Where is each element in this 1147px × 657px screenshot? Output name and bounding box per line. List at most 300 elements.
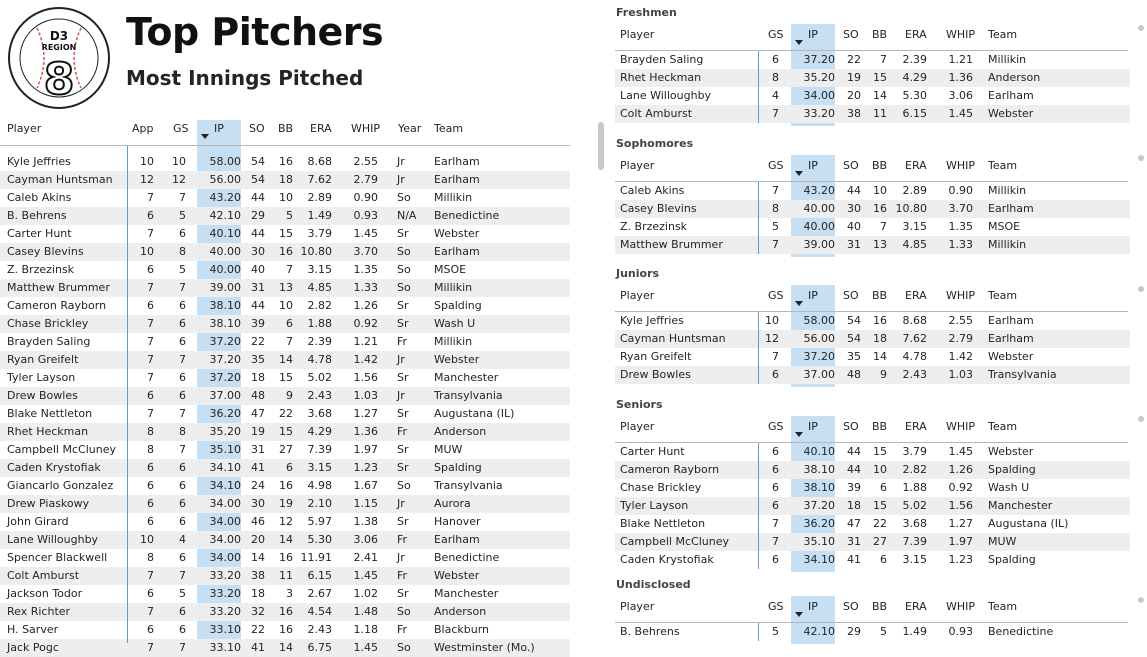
cell-year: Jr [397, 353, 405, 366]
cell-bb: 10 [873, 184, 887, 197]
section-title: Undisclosed [616, 578, 691, 591]
cell-team: Earlham [988, 202, 1034, 215]
column-header-era[interactable]: ERA [905, 600, 927, 613]
cell-whip: 1.67 [353, 479, 378, 492]
cell-player: Casey Blevins [7, 245, 84, 258]
cell-app: 6 [147, 209, 154, 222]
column-header-era[interactable]: ERA [905, 420, 927, 433]
cell-era: 2.82 [307, 299, 332, 312]
column-header-bb[interactable]: BB [872, 600, 888, 613]
cell-era: 1.49 [307, 209, 332, 222]
cell-so: 24 [251, 479, 265, 492]
cell-team: MSOE [434, 263, 467, 276]
cell-bb: 15 [279, 425, 293, 438]
cell-player: Colt Amburst [620, 107, 693, 120]
table-row[interactable] [0, 441, 570, 459]
cell-era: 3.15 [902, 220, 927, 233]
cell-player: Cayman Huntsman [620, 332, 726, 345]
cell-bb: 27 [873, 535, 887, 548]
table-row[interactable] [615, 87, 1130, 105]
cell-whip: 1.97 [353, 443, 378, 456]
cell-so: 48 [847, 368, 861, 381]
column-header-ip[interactable]: IP [214, 122, 224, 135]
cell-gs: 6 [179, 227, 186, 240]
cell-so: 48 [251, 389, 265, 402]
sort-descending-icon[interactable] [795, 432, 803, 437]
cell-ip: 35.10 [209, 443, 241, 456]
cell-gs: 6 [179, 623, 186, 636]
cell-team: Blackburn [434, 623, 490, 636]
cell-team: Spalding [434, 299, 482, 312]
column-header-team[interactable]: Team [988, 289, 1018, 302]
cell-team: Webster [434, 569, 480, 582]
cell-whip: 2.41 [353, 551, 378, 564]
cell-app: 6 [147, 497, 154, 510]
cell-ip: 42.10 [209, 209, 241, 222]
cell-gs: 7 [179, 407, 186, 420]
section-title: Freshmen [616, 6, 677, 19]
cell-whip: 1.48 [353, 605, 378, 618]
cell-whip: 1.02 [353, 587, 378, 600]
table-row[interactable] [0, 297, 570, 315]
visual-menu-dot-4[interactable] [1138, 416, 1144, 422]
player-column-separator [127, 146, 128, 643]
cell-year: Jr [397, 155, 405, 168]
cell-bb: 9 [880, 368, 887, 381]
cell-year: Sr [397, 371, 409, 384]
cell-gs: 7 [772, 184, 779, 197]
cell-era: 7.39 [307, 443, 332, 456]
cell-bb: 27 [279, 443, 293, 456]
cell-gs: 7 [179, 569, 186, 582]
cell-era: 2.43 [902, 368, 927, 381]
table-row[interactable] [0, 225, 570, 243]
column-header-whip[interactable]: WHIP [351, 122, 381, 135]
table-row[interactable] [615, 218, 1130, 236]
cell-gs: 8 [179, 425, 186, 438]
table-row[interactable] [0, 477, 570, 495]
cell-team: MUW [434, 443, 463, 456]
cell-app: 6 [147, 479, 154, 492]
table-row[interactable] [615, 515, 1130, 533]
table-row[interactable] [0, 549, 570, 567]
cell-player: Jack Pogc [7, 641, 59, 654]
cell-era: 7.39 [902, 535, 927, 548]
cell-so: 47 [251, 407, 265, 420]
cell-bb: 10 [279, 299, 293, 312]
section-title: Sophomores [616, 137, 694, 150]
column-header-so[interactable]: SO [843, 600, 859, 613]
cell-whip: 1.03 [353, 389, 378, 402]
cell-era: 4.54 [307, 605, 332, 618]
cell-player: Jackson Todor [7, 587, 83, 600]
column-header-gs[interactable]: GS [768, 420, 784, 433]
cell-player: Caleb Akins [620, 184, 685, 197]
cell-app: 7 [147, 641, 154, 654]
table-row[interactable] [615, 236, 1130, 254]
cell-whip: 1.27 [353, 407, 378, 420]
table-row[interactable] [615, 461, 1130, 479]
cell-team: Manchester [434, 587, 499, 600]
cell-era: 6.15 [902, 107, 927, 120]
cell-so: 40 [251, 263, 265, 276]
cell-era: 5.02 [902, 499, 927, 512]
table-row[interactable] [0, 567, 570, 585]
table-row[interactable] [0, 279, 570, 297]
cell-so: 31 [251, 443, 265, 456]
table-row[interactable] [0, 621, 570, 639]
cell-gs: 6 [772, 499, 779, 512]
table-row[interactable] [0, 189, 570, 207]
sort-descending-icon[interactable] [795, 171, 803, 176]
table-row[interactable] [615, 479, 1130, 497]
cell-player: Drew Bowles [620, 368, 691, 381]
table-row[interactable] [615, 51, 1130, 69]
cell-player: Z. Brzezinsk [620, 220, 688, 233]
table-row[interactable] [0, 459, 570, 477]
cell-whip: 2.79 [948, 332, 973, 345]
cell-bb: 22 [873, 517, 887, 530]
table-row[interactable] [615, 312, 1130, 330]
column-header-player[interactable]: Player [620, 159, 655, 172]
table-row[interactable] [615, 330, 1130, 348]
cell-gs: 4 [772, 89, 779, 102]
table-row[interactable] [615, 533, 1130, 551]
cell-gs: 6 [179, 605, 186, 618]
column-header-bb[interactable]: BB [872, 28, 888, 41]
cell-so: 18 [251, 587, 265, 600]
cell-bb: 3 [286, 587, 293, 600]
column-header-whip[interactable]: WHIP [946, 600, 976, 613]
cell-gs: 12 [172, 173, 186, 186]
table-row[interactable] [0, 531, 570, 549]
cell-player: Cameron Rayborn [620, 463, 720, 476]
cell-year: Sr [397, 587, 409, 600]
column-header-bb[interactable]: BB [872, 159, 888, 172]
cell-bb: 7 [880, 220, 887, 233]
table-row[interactable] [0, 243, 570, 261]
cell-whip: 1.23 [948, 553, 973, 566]
column-header-team[interactable]: Team [988, 600, 1018, 613]
visual-menu-dot-3[interactable] [1138, 286, 1144, 292]
column-header-player[interactable]: Player [620, 420, 655, 433]
cell-year: So [397, 641, 411, 654]
table-row[interactable] [0, 153, 570, 171]
column-header-player[interactable]: Player [7, 122, 42, 135]
column-header-bb[interactable]: BB [872, 420, 888, 433]
visual-menu-dot-2[interactable] [1138, 155, 1144, 161]
cell-ip: 40.10 [209, 227, 241, 240]
cell-bb: 14 [873, 89, 887, 102]
visual-menu-dot-1[interactable] [1138, 25, 1144, 31]
cell-whip: 1.33 [353, 281, 378, 294]
cell-era: 3.15 [902, 553, 927, 566]
cell-gs: 6 [179, 515, 186, 528]
column-header-gs[interactable]: GS [768, 159, 784, 172]
cell-era: 4.78 [902, 350, 927, 363]
cell-whip: 2.79 [353, 173, 378, 186]
cell-year: Sr [397, 443, 409, 456]
cell-team: Spalding [988, 553, 1036, 566]
cell-player: Caden Krystofiak [620, 553, 714, 566]
cell-bb: 18 [279, 173, 293, 186]
cell-bb: 14 [279, 353, 293, 366]
cell-app: 6 [147, 299, 154, 312]
cell-team: Webster [988, 445, 1034, 458]
cell-whip: 1.45 [948, 107, 973, 120]
cell-year: Jr [397, 389, 405, 402]
column-header-player[interactable]: Player [620, 289, 655, 302]
table-row[interactable] [0, 639, 570, 657]
cell-so: 20 [251, 533, 265, 546]
column-header-ip[interactable]: IP [808, 289, 818, 302]
cell-so: 22 [847, 53, 861, 66]
cell-so: 31 [847, 535, 861, 548]
cell-era: 2.82 [902, 463, 927, 476]
table-row[interactable] [0, 405, 570, 423]
column-header-gs[interactable]: GS [768, 600, 784, 613]
column-header-gs[interactable]: GS [173, 122, 189, 135]
cell-era: 10.80 [895, 202, 927, 215]
table-row[interactable] [615, 443, 1130, 461]
table-row[interactable] [615, 623, 1130, 641]
cell-player: Ryan Greifelt [7, 353, 79, 366]
logo-region-text: REGION [41, 43, 77, 52]
cell-player: B. Behrens [7, 209, 67, 222]
table-row[interactable] [615, 366, 1130, 384]
cell-player: Matthew Brummer [620, 238, 723, 251]
cell-player: Matthew Brummer [7, 281, 110, 294]
cell-era: 2.89 [902, 184, 927, 197]
cell-whip: 1.23 [353, 461, 378, 474]
cell-ip: 38.10 [803, 481, 835, 494]
column-header-year[interactable]: Year [398, 122, 422, 135]
table-row[interactable] [0, 495, 570, 513]
cell-team: Earlham [988, 332, 1034, 345]
cell-so: 32 [251, 605, 265, 618]
table-row[interactable] [0, 315, 570, 333]
column-header-gs[interactable]: GS [768, 28, 784, 41]
column-header-so[interactable]: SO [843, 289, 859, 302]
cell-player: Kyle Jeffries [620, 314, 684, 327]
cell-ip: 58.00 [803, 314, 835, 327]
table-row[interactable] [0, 387, 570, 405]
cell-so: 44 [847, 445, 861, 458]
cell-ip: 33.10 [209, 623, 241, 636]
column-header-so[interactable]: SO [249, 122, 265, 135]
cell-whip: 1.18 [353, 623, 378, 636]
cell-year: Jr [397, 551, 405, 564]
cell-team: Anderson [434, 605, 487, 618]
cell-team: Earlham [988, 89, 1034, 102]
cell-app: 7 [147, 335, 154, 348]
table-row[interactable] [615, 69, 1130, 87]
column-header-era[interactable]: ERA [310, 122, 332, 135]
column-header-so[interactable]: SO [843, 420, 859, 433]
cell-bb: 13 [279, 281, 293, 294]
cell-year: Sr [397, 407, 409, 420]
table-row[interactable] [0, 513, 570, 531]
column-header-whip[interactable]: WHIP [946, 159, 976, 172]
cell-ip: 58.00 [209, 155, 241, 168]
column-header-era[interactable]: ERA [905, 28, 927, 41]
cell-gs: 6 [772, 368, 779, 381]
column-header-team[interactable]: Team [434, 122, 464, 135]
column-header-ip[interactable]: IP [808, 159, 818, 172]
cell-whip: 1.27 [948, 517, 973, 530]
table-row[interactable] [615, 497, 1130, 515]
cell-app: 7 [147, 605, 154, 618]
table-row[interactable] [0, 261, 570, 279]
cell-team: Earlham [434, 533, 480, 546]
table-row[interactable] [615, 200, 1130, 218]
table-row[interactable] [615, 551, 1130, 569]
column-header-whip[interactable]: WHIP [946, 289, 976, 302]
cell-player: Rhet Heckman [7, 425, 89, 438]
cell-app: 6 [147, 515, 154, 528]
cell-era: 4.29 [902, 71, 927, 84]
player-column-separator [758, 312, 759, 384]
scrollbar-thumb[interactable] [598, 122, 604, 170]
cell-era: 2.67 [307, 587, 332, 600]
cell-bb: 15 [279, 227, 293, 240]
cell-so: 30 [847, 202, 861, 215]
table-row[interactable] [0, 423, 570, 441]
column-header-ip[interactable]: IP [808, 28, 818, 41]
table-row[interactable] [0, 171, 570, 189]
cell-year: So [397, 263, 411, 276]
cell-ip: 39.00 [803, 238, 835, 251]
column-header-team[interactable]: Team [988, 28, 1018, 41]
table-row[interactable] [615, 182, 1130, 200]
cell-team: Earlham [434, 173, 480, 186]
cell-so: 29 [847, 625, 861, 638]
column-header-gs[interactable]: GS [768, 289, 784, 302]
cell-ip: 34.10 [209, 479, 241, 492]
cell-player: Blake Nettleton [7, 407, 93, 420]
column-header-era[interactable]: ERA [905, 159, 927, 172]
cell-player: Chase Brickley [620, 481, 702, 494]
cell-era: 4.85 [307, 281, 332, 294]
column-header-app[interactable]: App [132, 122, 154, 135]
table-row[interactable] [0, 207, 570, 225]
cell-whip: 1.21 [948, 53, 973, 66]
cell-team: Transylvania [434, 389, 503, 402]
column-header-so[interactable]: SO [843, 159, 859, 172]
column-header-whip[interactable]: WHIP [946, 28, 976, 41]
cell-player: Colt Amburst [7, 569, 80, 582]
region-logo [7, 6, 111, 110]
sort-descending-icon[interactable] [795, 301, 803, 306]
cell-team: Webster [434, 353, 480, 366]
cell-whip: 1.35 [948, 220, 973, 233]
cell-era: 4.29 [307, 425, 332, 438]
column-header-era[interactable]: ERA [905, 289, 927, 302]
table-row[interactable] [0, 369, 570, 387]
cell-ip: 33.20 [209, 605, 241, 618]
column-header-so[interactable]: SO [843, 28, 859, 41]
cell-year: So [397, 479, 411, 492]
table-row[interactable] [0, 603, 570, 621]
cell-whip: 3.70 [353, 245, 378, 258]
cell-era: 3.15 [307, 461, 332, 474]
cell-whip: 1.03 [948, 368, 973, 381]
column-header-bb[interactable]: BB [872, 289, 888, 302]
header-divider [0, 145, 570, 146]
sort-descending-icon[interactable] [201, 134, 209, 139]
cell-year: So [397, 191, 411, 204]
cell-era: 2.43 [307, 623, 332, 636]
table-row[interactable] [0, 333, 570, 351]
cell-ip: 33.20 [803, 107, 835, 120]
cell-ip: 34.00 [209, 533, 241, 546]
cell-year: Sr [397, 461, 409, 474]
cell-ip: 56.00 [803, 332, 835, 345]
cell-ip: 37.20 [803, 499, 835, 512]
column-header-whip[interactable]: WHIP [946, 420, 976, 433]
sort-descending-icon[interactable] [795, 40, 803, 45]
cell-player: Lane Willoughby [7, 533, 99, 546]
cell-era: 3.79 [307, 227, 332, 240]
table-row[interactable] [0, 351, 570, 369]
cell-year: Jr [397, 497, 405, 510]
visual-menu-dot-5[interactable] [1138, 597, 1144, 603]
cell-gs: 6 [772, 553, 779, 566]
cell-whip: 1.36 [948, 71, 973, 84]
cell-whip: 1.42 [353, 353, 378, 366]
cell-app: 7 [147, 191, 154, 204]
cell-ip: 39.00 [209, 281, 241, 294]
cell-app: 10 [140, 245, 154, 258]
sort-descending-icon[interactable] [795, 612, 803, 617]
table-row[interactable] [615, 348, 1130, 366]
cell-era: 3.15 [307, 263, 332, 276]
cell-bb: 13 [873, 238, 887, 251]
cell-so: 54 [251, 155, 265, 168]
cell-gs: 6 [772, 445, 779, 458]
cell-year: Fr [397, 569, 408, 582]
column-header-team[interactable]: Team [988, 159, 1018, 172]
cell-bb: 15 [873, 71, 887, 84]
cell-team: Earlham [434, 155, 480, 168]
column-header-bb[interactable]: BB [278, 122, 294, 135]
cell-ip: 33.10 [209, 641, 241, 654]
cell-bb: 16 [279, 245, 293, 258]
cell-so: 38 [847, 107, 861, 120]
cell-team: Transylvania [434, 479, 503, 492]
cell-bb: 16 [279, 155, 293, 168]
player-column-separator [758, 623, 759, 641]
table-row[interactable] [615, 105, 1130, 123]
table-row[interactable] [0, 585, 570, 603]
cell-bb: 6 [286, 461, 293, 474]
cell-so: 19 [251, 425, 265, 438]
column-header-ip[interactable]: IP [808, 600, 818, 613]
cell-so: 44 [847, 184, 861, 197]
cell-ip: 38.10 [209, 317, 241, 330]
column-header-ip[interactable]: IP [808, 420, 818, 433]
column-header-player[interactable]: Player [620, 600, 655, 613]
column-header-player[interactable]: Player [620, 28, 655, 41]
cell-app: 8 [147, 551, 154, 564]
cell-so: 18 [847, 499, 861, 512]
cell-app: 6 [147, 263, 154, 276]
cell-team: Wash U [988, 481, 1030, 494]
cell-bb: 10 [873, 463, 887, 476]
cell-gs: 7 [772, 350, 779, 363]
column-header-team[interactable]: Team [988, 420, 1018, 433]
cell-bb: 9 [286, 389, 293, 402]
